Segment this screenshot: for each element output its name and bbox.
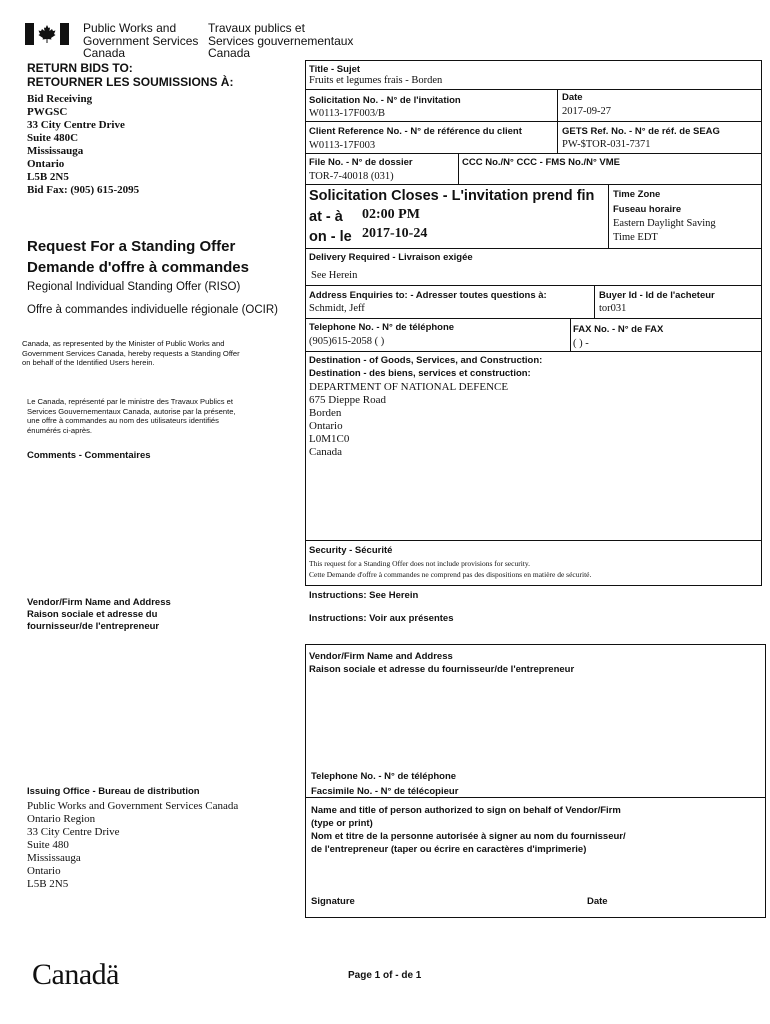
fax-value: ( ) - — [573, 338, 589, 349]
delivery-required-label: Delivery Required - Livraison exigée — [309, 252, 473, 263]
buyer-id-value: tor031 — [599, 303, 627, 314]
time-zone-label: Time Zone — [613, 189, 661, 200]
client-reference-label: Client Reference No. - N° de référence du client — [309, 126, 522, 137]
fax-label: FAX No. - N° de FAX — [573, 324, 664, 335]
destination-label-fr: Destination - des biens, services et construction: — [309, 368, 531, 379]
canada-flag-logo — [25, 23, 69, 45]
buyer-id-label: Buyer Id - Id de l'acheteur — [599, 290, 715, 301]
issuing-office-address: Public Works and Government Services Canada Ontario Region 33 City Centre Drive Suite 480 Mississauga Ontario L5B 2N5 — [27, 800, 239, 890]
request-title: Request For a Standing Offer Demande d'offre à commandes — [27, 238, 249, 276]
solicitation-closes-label: Solicitation Closes - L'invitation prend fin — [309, 188, 595, 204]
date-label: Date — [562, 92, 583, 103]
vendor-label-en: Vendor/Firm Name and Address — [309, 651, 453, 662]
department-name-fr: Travaux publics et Services gouvernementaux Canada — [208, 21, 354, 60]
file-number-label: File No. - N° de dossier — [309, 157, 413, 168]
department-name-en: Public Works and Government Services Canada — [83, 21, 199, 60]
telephone-value: (905)615-2058 ( ) — [309, 336, 385, 347]
return-bids-address: Bid Receiving PWGSC 33 City Centre Drive Suite 480C Mississauga Ontario L5B 2N5 Bid Fax: (905) 615-2095 — [27, 93, 140, 196]
ccc-number-label: CCC No./N° CCC - FMS No./N° VME — [462, 157, 621, 168]
request-paragraph-en: Canada, as represented by the Minister of Public Works and Government Services Canada, hereby requests a Standing Offer on behalf of the Identified Users herein. — [22, 339, 240, 367]
destination-label-en: Destination - of Goods, Services, and Construction: — [309, 355, 543, 366]
signature-date-label: Date — [587, 896, 608, 907]
date-value: 2017-09-27 — [562, 106, 611, 117]
vendor-label-fr: Raison sociale et adresse du fournisseur/de l'entrepreneur — [309, 664, 575, 675]
solicitation-number-value: W0113-17F003/B — [309, 108, 386, 119]
instructions-en: Instructions: See Herein — [309, 590, 419, 601]
file-number-value: TOR-7-40018 (031) — [309, 171, 394, 182]
title-value: Fruits et legumes frais - Borden — [309, 75, 443, 86]
gets-reference-value: PW-$TOR-031-7371 — [562, 139, 651, 150]
destination-address: DEPARTMENT OF NATIONAL DEFENCE 675 Dieppe Road Borden Ontario L0M1C0 Canada — [309, 381, 509, 458]
page-number: Page 1 of - de 1 — [348, 970, 422, 981]
client-reference-value: W0113-17F003 — [309, 140, 376, 151]
security-label: Security - Sécurité — [309, 545, 393, 556]
request-type-fr: Offre à commandes individuelle régionale (OCIR) — [27, 304, 278, 316]
security-text-en: This request for a Standing Offer does not include provisions for security. — [309, 559, 530, 568]
telephone-label: Telephone No. - N° de téléphone — [309, 322, 455, 333]
time-zone-value: Eastern Daylight Saving — [613, 218, 716, 229]
return-bids-heading: RETURN BIDS TO: RETOURNER LES SOUMISSIONS À: — [27, 61, 234, 89]
address-enquiries-label: Address Enquiries to: - Adresser toutes questions à: — [309, 290, 547, 301]
vendor-telephone-label: Telephone No. - N° de téléphone — [311, 771, 457, 782]
canada-wordmark: Canadä — [32, 958, 119, 991]
authorized-person-label: Name and title of person authorized to sign on behalf of Vendor/Firm (type or print) Nom et titre de la personne autorisée à signer au nom du fournisseur/ de l'entrepreneur (taper ou écrire en caractères d'imprimerie) — [311, 805, 626, 855]
vendor-fax-label: Facsimile No. - N° de télécopieur — [311, 786, 459, 797]
instructions-fr: Instructions: Voir aux présentes — [309, 613, 454, 624]
gets-reference-label: GETS Ref. No. - N° de réf. de SEAG — [562, 126, 720, 137]
comments-label: Comments - Commentaires — [27, 450, 151, 461]
title-label: Title - Sujet — [309, 64, 361, 75]
time-zone-value-2: Time EDT — [613, 232, 658, 243]
time-zone-label-fr: Fuseau horaire — [613, 204, 682, 215]
closes-at-label: at - à — [309, 209, 343, 225]
delivery-required-value: See Herein — [311, 270, 358, 281]
signature-label: Signature — [311, 896, 355, 907]
closing-date-value: 2017-10-24 — [362, 226, 428, 241]
request-paragraph-fr: Le Canada, représenté par le ministre des Travaux Publics et Services Gouvernementaux Canada, autorise par la présente, une offre à commandes au nom des utilisateurs identifiés énumérés ci-après. — [27, 397, 236, 435]
solicitation-number-label: Solicitation No. - N° de l'invitation — [309, 95, 461, 106]
security-text-fr: Cette Demande d'offre à commandes ne comprend pas des dispositions en matière de sécurité. — [309, 570, 592, 579]
closing-time-value: 02:00 PM — [362, 207, 420, 222]
request-type-en: Regional Individual Standing Offer (RISO) — [27, 281, 241, 293]
vendor-label-left: Vendor/Firm Name and Address Raison sociale et adresse du fournisseur/de l'entrepreneur — [27, 597, 171, 632]
address-enquiries-value: Schmidt, Jeff — [309, 303, 365, 314]
closes-on-label: on - le — [309, 229, 352, 245]
issuing-office-label: Issuing Office - Bureau de distribution — [27, 786, 200, 797]
